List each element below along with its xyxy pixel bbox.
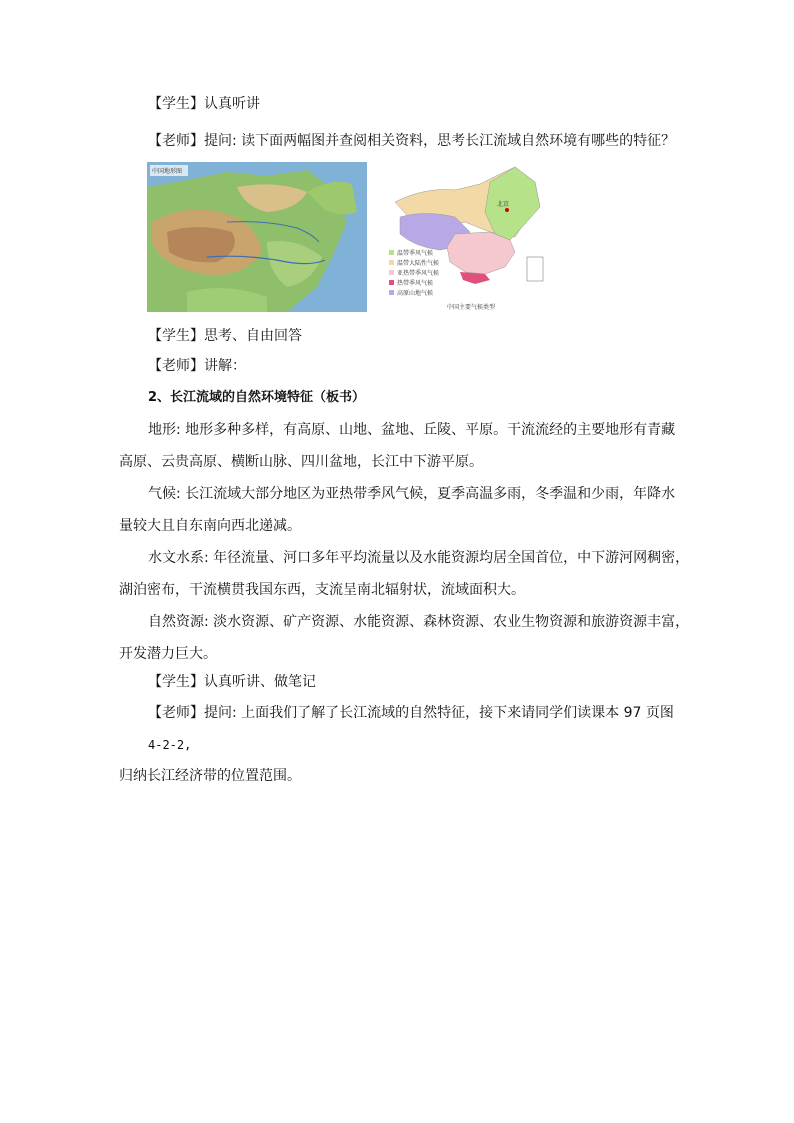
legend-label: 亚热带季风气候 bbox=[397, 270, 440, 277]
legend-label: 温带季风气候 bbox=[397, 250, 434, 257]
terrain-paragraph-line-1: 地形: 地形多种多样，有高原、山地、盆地、丘陵、平原。干流流经的主要地形有青藏 bbox=[148, 422, 676, 438]
legend-swatch bbox=[389, 260, 394, 265]
legend-label: 高原山地气候 bbox=[397, 290, 434, 297]
legend-swatch bbox=[389, 290, 394, 295]
legend-swatch bbox=[389, 250, 394, 255]
terrain-paragraph-line-2: 高原、云贵高原、横断山脉、四川盆地，长江中下游平原。 bbox=[119, 454, 483, 470]
teacher-explain: 【老师】讲解： bbox=[148, 358, 246, 374]
hydrology-paragraph-line-2: 湖泊密布，干流横贯我国东西，支流呈南北辐射状，流域面积大。 bbox=[119, 582, 525, 598]
student-line-1: 【学生】认真听讲 bbox=[148, 96, 260, 112]
student-line-3: 【学生】认真听讲、做笔记 bbox=[148, 674, 316, 690]
student-line-2: 【学生】思考、自由回答 bbox=[148, 328, 302, 344]
climate-map-caption: 中国主要气候类型 bbox=[447, 304, 496, 311]
climate-map-image bbox=[385, 162, 550, 314]
terrain-map-image bbox=[147, 162, 367, 312]
teacher-question-1: 【老师】提问: 读下面两幅图并查阅相关资料，思考长江流域自然环境有哪些的特征？ bbox=[148, 133, 676, 149]
teacher-question-2-line-3: 归纳长江经济带的位置范围。 bbox=[119, 768, 301, 784]
resources-paragraph-line-1: 自然资源: 淡水资源、矿产资源、水能资源、森林资源、农业生物资源和旅游资源丰富， bbox=[148, 614, 690, 630]
climate-paragraph-line-1: 气候: 长江流域大部分地区为亚热带季风气候，夏季高温多雨，冬季温和少雨，年降水 bbox=[148, 486, 676, 502]
teacher-question-2-line-1: 【老师】提问: 上面我们了解了长江流域的自然特征，接下来请同学们读课本 97 页图 bbox=[148, 705, 674, 721]
legend-swatch bbox=[389, 280, 394, 285]
terrain-map-title: 中国地形图 bbox=[152, 168, 183, 175]
resources-paragraph-line-2: 开发潜力巨大。 bbox=[119, 646, 217, 662]
capital-label: 北京 bbox=[497, 201, 510, 208]
hydrology-paragraph-line-1: 水文水系: 年径流量、河口多年平均流量以及水能资源均居全国首位，中下游河网稠密， bbox=[148, 550, 690, 566]
legend-label: 温带大陆性气候 bbox=[397, 260, 440, 267]
teacher-question-2-line-2: 4-2-2, bbox=[148, 738, 192, 752]
legend-swatch bbox=[389, 270, 394, 275]
climate-paragraph-line-2: 量较大且自东南向西北递减。 bbox=[119, 518, 301, 534]
section-heading: 2、长江流域的自然环境特征（板书） bbox=[148, 390, 366, 405]
legend-label: 热带季风气候 bbox=[397, 280, 434, 287]
